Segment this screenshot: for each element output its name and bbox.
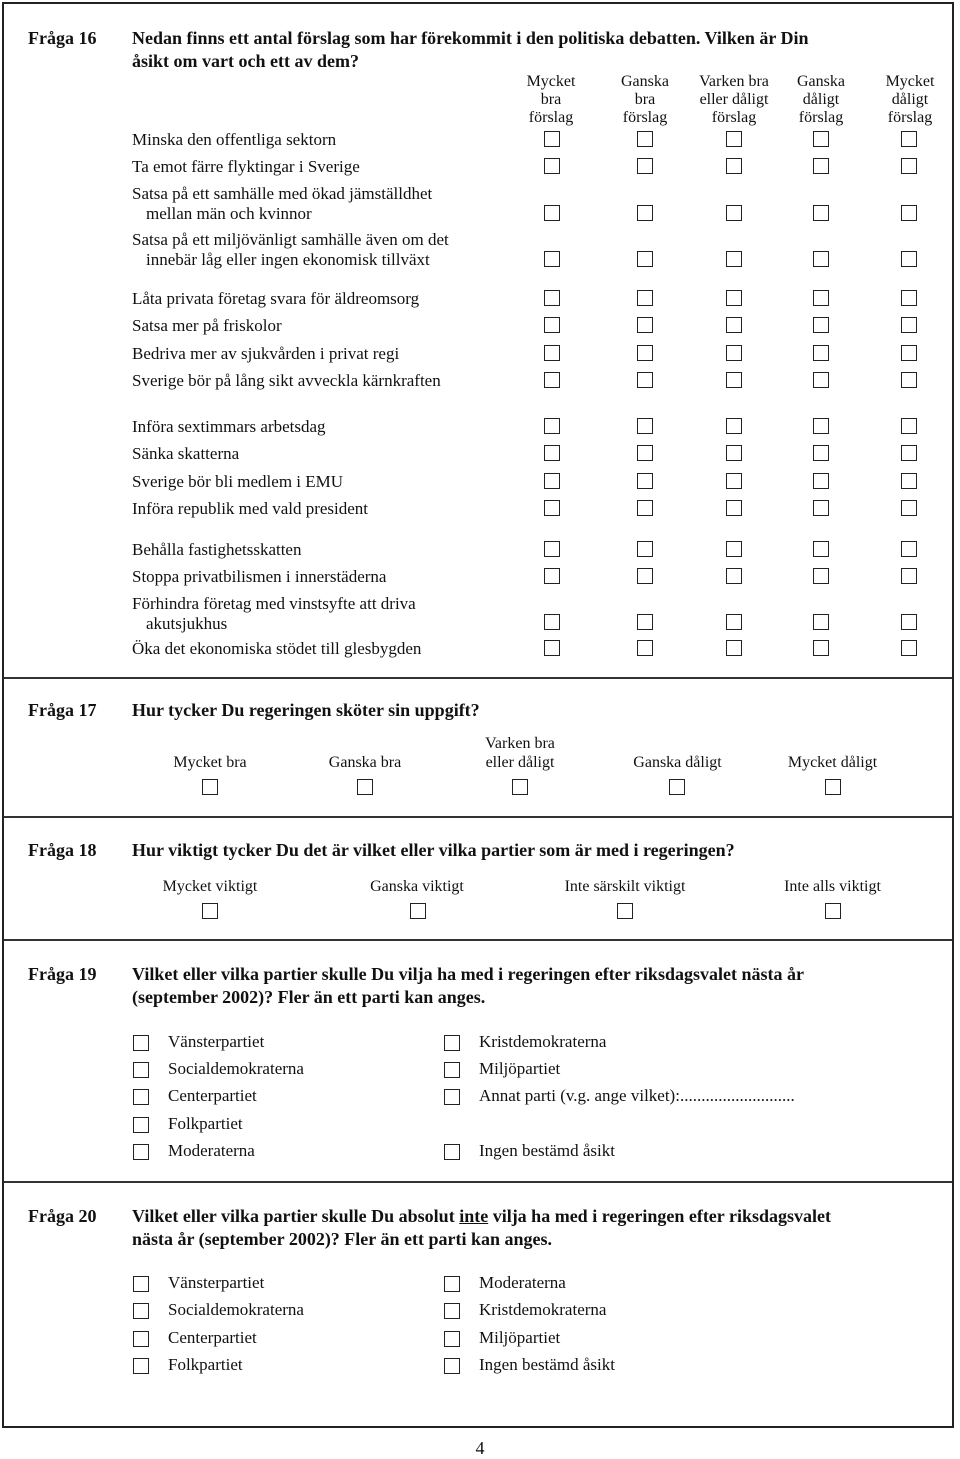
q16-checkbox-row15-col1[interactable] bbox=[544, 614, 560, 630]
q16-checkbox-row12-col5[interactable] bbox=[901, 500, 917, 516]
q20-party-label: Moderaterna bbox=[479, 1273, 566, 1292]
q16-item-label: Behålla fastighetsskatten bbox=[132, 540, 302, 559]
q16-checkbox-row12-col1[interactable] bbox=[544, 500, 560, 516]
q20-checkbox[interactable] bbox=[444, 1303, 460, 1319]
q18-checkbox-inte-sarskilt[interactable] bbox=[617, 903, 633, 919]
q16-checkbox-row3-col4[interactable] bbox=[813, 205, 829, 221]
q16-item-label: Förhindra företag med vinstsyfte att driva akutsjukhus bbox=[132, 594, 416, 633]
q16-checkbox-row8-col3[interactable] bbox=[726, 372, 742, 388]
q19-other-party-label: Annat parti (v.g. ange vilket):........................... bbox=[479, 1086, 795, 1105]
q16-checkbox-row13-col3[interactable] bbox=[726, 541, 742, 557]
q20-checkbox[interactable] bbox=[444, 1276, 460, 1292]
q16-item-label: Låta privata företag svara för äldreomsorg bbox=[132, 289, 420, 308]
separator bbox=[4, 1181, 952, 1183]
q16-checkbox-row2-col4[interactable] bbox=[813, 158, 829, 174]
q19-question: Vilket eller vilka partier skulle Du vilja ha med i regeringen efter riksdagsvalet nästa år (september 2002)? Fler än ett parti kan anges. bbox=[132, 964, 804, 1007]
q20-checkbox[interactable] bbox=[133, 1358, 149, 1374]
q16-checkbox-row13-col2[interactable] bbox=[637, 541, 653, 557]
q16-checkbox-row7-col3[interactable] bbox=[726, 345, 742, 361]
q16-checkbox-row3-col1[interactable] bbox=[544, 205, 560, 221]
q16-checkbox-row13-col5[interactable] bbox=[901, 541, 917, 557]
q16-checkbox-row10-col4[interactable] bbox=[813, 445, 829, 461]
q16-scale-header-4: Ganska dåligt förslag bbox=[797, 73, 845, 126]
q16-item-label: Stoppa privatbilismen i innerstäderna bbox=[132, 567, 387, 586]
q18-question: Hur viktigt tycker Du det är vilket eller vilka partier som är med i regeringen? bbox=[132, 840, 735, 860]
q18-option-label: Inte särskilt viktigt bbox=[564, 878, 686, 895]
q16-item-label: Satsa på ett miljövänligt samhälle även om det innebär låg eller ingen ekonomisk tillväxt bbox=[132, 230, 449, 269]
q17-question: Hur tycker Du regeringen sköter sin uppgift? bbox=[132, 700, 480, 720]
q16-checkbox-row8-col5[interactable] bbox=[901, 372, 917, 388]
q20-checkbox[interactable] bbox=[444, 1331, 460, 1347]
q17-option-label: Varken bra eller dåligt bbox=[485, 735, 555, 771]
q16-checkbox-row15-col2[interactable] bbox=[637, 614, 653, 630]
q16-checkbox-row10-col5[interactable] bbox=[901, 445, 917, 461]
q17-option-label: Mycket dåligt bbox=[787, 754, 878, 771]
q16-checkbox-row1-col2[interactable] bbox=[637, 131, 653, 147]
q20-party-label: Ingen bestämd åsikt bbox=[479, 1355, 615, 1374]
q16-checkbox-row9-col1[interactable] bbox=[544, 418, 560, 434]
q16-checkbox-row6-col2[interactable] bbox=[637, 317, 653, 333]
q20-question bbox=[132, 1205, 952, 1251]
q20-party-label: Vänsterpartiet bbox=[168, 1273, 265, 1292]
q16-checkbox-row4-col4[interactable] bbox=[813, 251, 829, 267]
q19-checkbox[interactable] bbox=[444, 1035, 460, 1051]
separator bbox=[4, 816, 952, 818]
q16-checkbox-row8-col1[interactable] bbox=[544, 372, 560, 388]
q16-checkbox-row6-col5[interactable] bbox=[901, 317, 917, 333]
q16-item-label: Satsa på ett samhälle med ökad jämställdhet mellan män och kvinnor bbox=[132, 184, 433, 223]
q20-question-line2: nästa år (september 2002)? Fler än ett parti kan anges. bbox=[132, 1229, 552, 1249]
q16-checkbox-row3-col5[interactable] bbox=[901, 205, 917, 221]
q19-party-label: Socialdemokraterna bbox=[168, 1059, 304, 1078]
q16-scale-header-2: Ganska bra förslag bbox=[621, 73, 669, 126]
separator bbox=[4, 939, 952, 941]
q16-checkbox-row4-col1[interactable] bbox=[544, 251, 560, 267]
q16-checkbox-row11-col4[interactable] bbox=[813, 473, 829, 489]
q16-checkbox-row7-col5[interactable] bbox=[901, 345, 917, 361]
q16-item-label: Sänka skatterna bbox=[132, 444, 240, 463]
q16-item-label: Införa republik med vald president bbox=[132, 499, 369, 518]
q16-checkbox-row16-col1[interactable] bbox=[544, 640, 560, 656]
q17-option-label: Mycket bra bbox=[173, 754, 247, 771]
q16-checkbox-row5-col3[interactable] bbox=[726, 290, 742, 306]
q16-checkbox-row16-col3[interactable] bbox=[726, 640, 742, 656]
q20-checkbox[interactable] bbox=[133, 1331, 149, 1347]
q16-number: Fråga 16 bbox=[28, 28, 97, 48]
q19-checkbox[interactable] bbox=[444, 1089, 460, 1105]
q20-number: Fråga 20 bbox=[28, 1206, 97, 1226]
q20-party-label: Folkpartiet bbox=[168, 1355, 243, 1374]
q16-item-label: Öka det ekonomiska stödet till glesbygden bbox=[132, 639, 422, 658]
q16-checkbox-row5-col4[interactable] bbox=[813, 290, 829, 306]
q16-checkbox-row3-col2[interactable] bbox=[637, 205, 653, 221]
q16-checkbox-row16-col4[interactable] bbox=[813, 640, 829, 656]
q17-option-label: Ganska bra bbox=[328, 754, 402, 771]
q16-checkbox-row14-col3[interactable] bbox=[726, 568, 742, 584]
q16-question-line2: åsikt om vart och ett av dem? bbox=[132, 51, 359, 71]
q16-checkbox-row2-col3[interactable] bbox=[726, 158, 742, 174]
q16-checkbox-row7-col2[interactable] bbox=[637, 345, 653, 361]
q19-checkbox[interactable] bbox=[133, 1035, 149, 1051]
q19-party-label: Centerpartiet bbox=[168, 1086, 257, 1105]
q16-checkbox-row15-col4[interactable] bbox=[813, 614, 829, 630]
q16-item-label: Bedriva mer av sjukvården i privat regi bbox=[132, 344, 400, 363]
q16-item-label: Ta emot färre flyktingar i Sverige bbox=[132, 157, 360, 176]
q16-checkbox-row14-col5[interactable] bbox=[901, 568, 917, 584]
q19-checkbox[interactable] bbox=[133, 1144, 149, 1160]
q17-checkbox-ganska-bra[interactable] bbox=[357, 779, 373, 795]
q16-scale-header-5: Mycket dåligt förslag bbox=[885, 73, 935, 126]
q20-checkbox[interactable] bbox=[133, 1276, 149, 1292]
q16-item-label: Sverige bör bli medlem i EMU bbox=[132, 472, 344, 491]
q16-item-label: Satsa mer på friskolor bbox=[132, 316, 282, 335]
q16-checkbox-row12-col4[interactable] bbox=[813, 500, 829, 516]
q19-checkbox[interactable] bbox=[444, 1062, 460, 1078]
q16-checkbox-row3-col3[interactable] bbox=[726, 205, 742, 221]
q16-checkbox-row8-col2[interactable] bbox=[637, 372, 653, 388]
q16-checkbox-row4-col5[interactable] bbox=[901, 251, 917, 267]
q18-option-label: Mycket viktigt bbox=[162, 878, 258, 895]
q16-checkbox-row13-col1[interactable] bbox=[544, 541, 560, 557]
q16-checkbox-row14-col4[interactable] bbox=[813, 568, 829, 584]
q16-checkbox-row14-col1[interactable] bbox=[544, 568, 560, 584]
q16-checkbox-row6-col3[interactable] bbox=[726, 317, 742, 333]
q20-question-line1: Vilket eller vilka partier skulle Du absolut inte vilja ha med i regeringen efter riksdagsvalet bbox=[132, 1206, 831, 1226]
q16-checkbox-row9-col4[interactable] bbox=[813, 418, 829, 434]
q19-party-label: Ingen bestämd åsikt bbox=[479, 1141, 615, 1160]
q19-number: Fråga 19 bbox=[28, 964, 97, 984]
q19-party-label: Miljöpartiet bbox=[479, 1059, 561, 1078]
q18-number: Fråga 18 bbox=[28, 840, 97, 860]
q16-checkbox-row2-col5[interactable] bbox=[901, 158, 917, 174]
q16-checkbox-row7-col1[interactable] bbox=[544, 345, 560, 361]
q16-checkbox-row11-col3[interactable] bbox=[726, 473, 742, 489]
q16-checkbox-row11-col5[interactable] bbox=[901, 473, 917, 489]
q16-checkbox-row1-col1[interactable] bbox=[544, 131, 560, 147]
q17-checkbox-mycket-daligt[interactable] bbox=[825, 779, 841, 795]
q16-question-line1: Nedan finns ett antal förslag som har förekommit i den politiska debatten. Vilken är Din bbox=[132, 28, 809, 48]
q16-item-label: Sverige bör på lång sikt avveckla kärnkraften bbox=[132, 371, 441, 390]
q16-checkbox-row16-col5[interactable] bbox=[901, 640, 917, 656]
q20-party-label: Socialdemokraterna bbox=[168, 1300, 304, 1319]
q16-checkbox-row2-col1[interactable] bbox=[544, 158, 560, 174]
q16-checkbox-row5-col1[interactable] bbox=[544, 290, 560, 306]
q16-checkbox-row1-col5[interactable] bbox=[901, 131, 917, 147]
q17-checkbox-mycket-bra[interactable] bbox=[202, 779, 218, 795]
q16-checkbox-row16-col2[interactable] bbox=[637, 640, 653, 656]
q16-checkbox-row1-col4[interactable] bbox=[813, 131, 829, 147]
q16-checkbox-row11-col2[interactable] bbox=[637, 473, 653, 489]
q20-party-label: Kristdemokraterna bbox=[479, 1300, 607, 1319]
q16-checkbox-row9-col2[interactable] bbox=[637, 418, 653, 434]
q16-checkbox-row12-col3[interactable] bbox=[726, 500, 742, 516]
q20-checkbox[interactable] bbox=[444, 1358, 460, 1374]
q16-checkbox-row9-col5[interactable] bbox=[901, 418, 917, 434]
q16-checkbox-row6-col4[interactable] bbox=[813, 317, 829, 333]
q19-party-label: Vänsterpartiet bbox=[168, 1032, 265, 1051]
q17-checkbox-ganska-daligt[interactable] bbox=[669, 779, 685, 795]
q16-item-label: Minska den offentliga sektorn bbox=[132, 130, 337, 149]
q19-checkbox[interactable] bbox=[133, 1089, 149, 1105]
q16-checkbox-row4-col2[interactable] bbox=[637, 251, 653, 267]
q17-option-label: Ganska dåligt bbox=[633, 754, 722, 771]
q16-checkbox-row10-col1[interactable] bbox=[544, 445, 560, 461]
q19-checkbox[interactable] bbox=[444, 1144, 460, 1160]
q16-question bbox=[132, 27, 932, 73]
q16-checkbox-row11-col1[interactable] bbox=[544, 473, 560, 489]
q18-option-label: Ganska viktigt bbox=[370, 878, 464, 895]
q16-scale-header-3: Varken bra eller dåligt förslag bbox=[699, 73, 769, 126]
q16-checkbox-row1-col3[interactable] bbox=[726, 131, 742, 147]
q19-checkbox[interactable] bbox=[133, 1117, 149, 1133]
page-number: 4 bbox=[475, 1438, 485, 1458]
q18-checkbox-mycket-viktigt[interactable] bbox=[202, 903, 218, 919]
q16-checkbox-row15-col5[interactable] bbox=[901, 614, 917, 630]
q19-party-label: Folkpartiet bbox=[168, 1114, 243, 1133]
q16-checkbox-row12-col2[interactable] bbox=[637, 500, 653, 516]
q16-item-label: Införa sextimmars arbetsdag bbox=[132, 417, 326, 436]
q16-checkbox-row10-col2[interactable] bbox=[637, 445, 653, 461]
q16-checkbox-row14-col2[interactable] bbox=[637, 568, 653, 584]
q18-option-label: Inte alls viktigt bbox=[784, 878, 881, 895]
q16-checkbox-row9-col3[interactable] bbox=[726, 418, 742, 434]
q16-checkbox-row6-col1[interactable] bbox=[544, 317, 560, 333]
q16-checkbox-row4-col3[interactable] bbox=[726, 251, 742, 267]
q18-checkbox-inte-alls[interactable] bbox=[825, 903, 841, 919]
q19-party-label: Kristdemokraterna bbox=[479, 1032, 607, 1051]
q20-party-label: Miljöpartiet bbox=[479, 1328, 561, 1347]
q18-checkbox-ganska-viktigt[interactable] bbox=[410, 903, 426, 919]
q19-party-label: Moderaterna bbox=[168, 1141, 255, 1160]
q20-party-label: Centerpartiet bbox=[168, 1328, 257, 1347]
q16-checkbox-row10-col3[interactable] bbox=[726, 445, 742, 461]
q16-checkbox-row5-col5[interactable] bbox=[901, 290, 917, 306]
q16-checkbox-row5-col2[interactable] bbox=[637, 290, 653, 306]
q17-checkbox-varken[interactable] bbox=[512, 779, 528, 795]
q16-checkbox-row8-col4[interactable] bbox=[813, 372, 829, 388]
q19-checkbox[interactable] bbox=[133, 1062, 149, 1078]
q16-scale-header-1: Mycket bra förslag bbox=[526, 73, 576, 126]
q20-checkbox[interactable] bbox=[133, 1303, 149, 1319]
q16-checkbox-row2-col2[interactable] bbox=[637, 158, 653, 174]
q16-checkbox-row7-col4[interactable] bbox=[813, 345, 829, 361]
separator bbox=[4, 677, 952, 679]
q16-checkbox-row15-col3[interactable] bbox=[726, 614, 742, 630]
q16-checkbox-row13-col4[interactable] bbox=[813, 541, 829, 557]
q17-number: Fråga 17 bbox=[28, 700, 97, 720]
